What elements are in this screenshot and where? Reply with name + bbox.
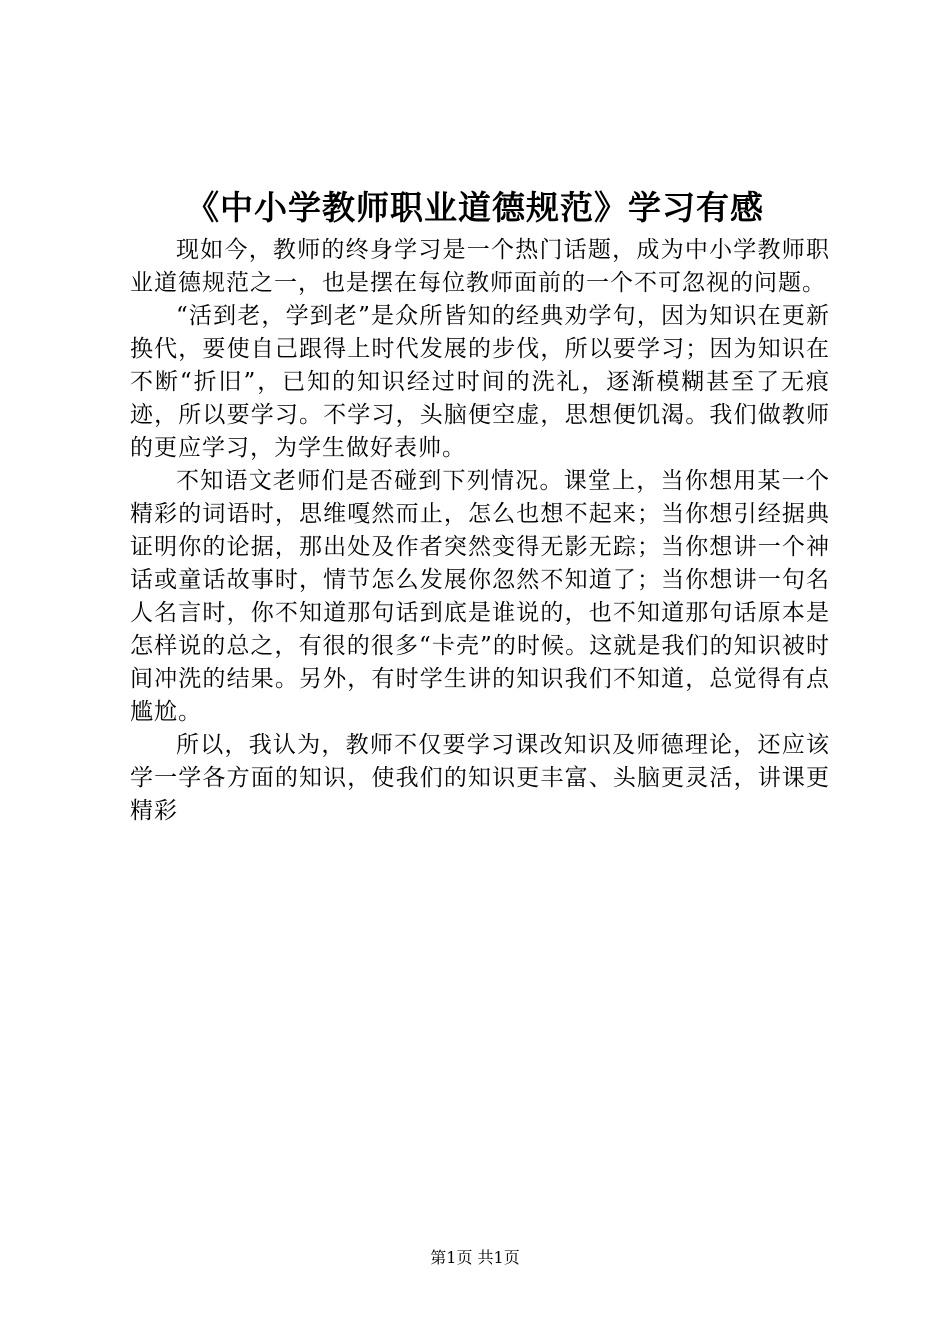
document-title: 《中小学教师职业道德规范》学习有感 (186, 188, 764, 227)
paragraph: 所以，我认为，教师不仅要学习课改知识及师德理论，还应该学一学各方面的知识，使我们的知识更丰富、头脑更灵活，讲课更精彩 (130, 732, 830, 824)
page-number: 第1页 共1页 (430, 1248, 520, 1267)
paragraph: 现如今，教师的终身学习是一个热门话题，成为中小学教师职业道德规范之一，也是摆在每位教师面前的一个不可忽视的问题。 (130, 237, 830, 296)
document-body (130, 234, 830, 828)
paragraph: “活到老，学到老”是众所皆知的经典劝学句，因为知识在更新换代，要使自己跟得上时代发展的步伐，所以要学习；因为知识在不断“折旧”，已知的知识经过时间的洗礼，逐渐模糊甚至了无痕迹，所以要学习。不学习，头脑便空虚，思想便饥渴。我们做教师的更应学习，为学生做好表帅。 (130, 303, 830, 461)
paragraph: 不知语文老师们是否碰到下列情况。课堂上，当你想用某一个精彩的词语时，思维嘎然而止，怎么也想不起来；当你想引经据典证明你的论据，那出处及作者突然变得无影无踪；当你想讲一个神话或童话故事时，情节怎么发展你忽然不知道了；当你想讲一句名人名言时，你不知道那句话到底是谁说的，也不知道那句话原本是怎样说的总之，有很的很多“卡壳”的时候。这就是我们的知识被时间冲洗的结果。另外，有时学生讲的知识我们不知道，总觉得有点尴尬。 (130, 468, 830, 725)
